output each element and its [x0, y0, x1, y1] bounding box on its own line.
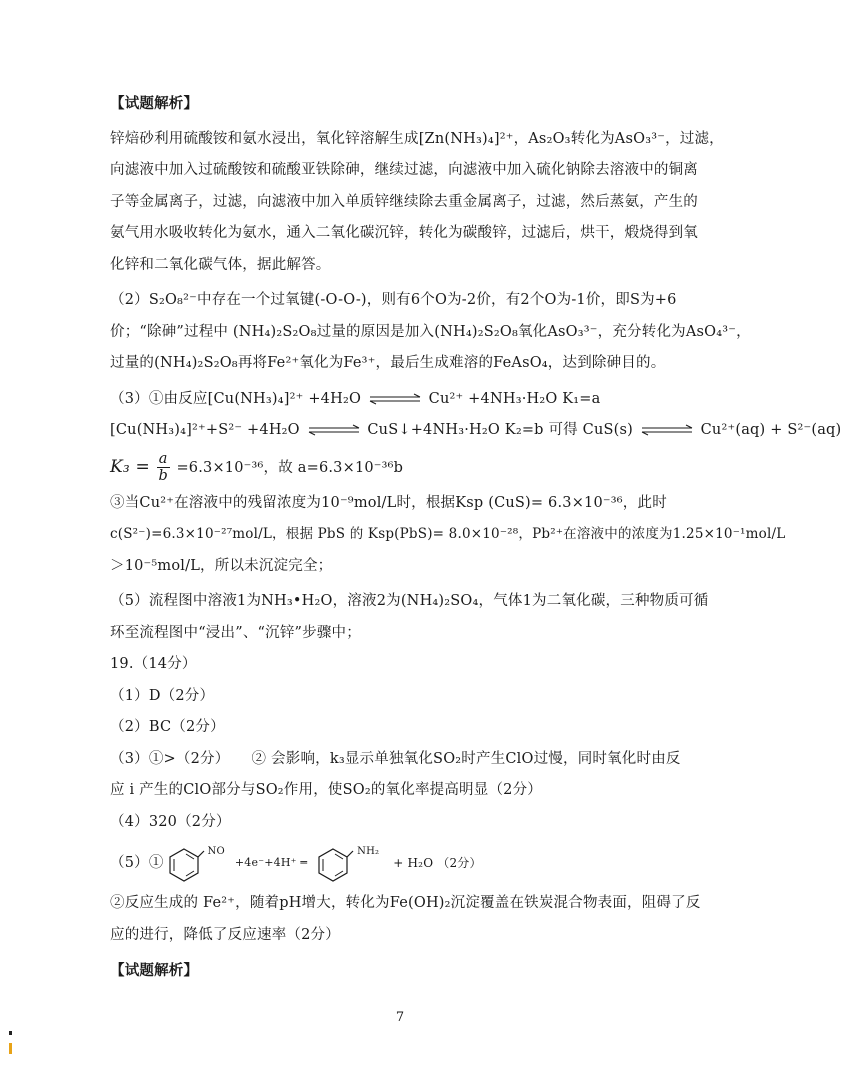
- answer-line: （1）D（2分）: [110, 687, 215, 704]
- document-body: [110, 88, 841, 987]
- amino-group: NH₂: [357, 846, 380, 857]
- answer-label: （5）①: [110, 855, 164, 871]
- text-line: 锌焙砂利用硫酸铵和氨水浸出，氧化锌溶解生成[Zn(NH₃)₄]²⁺，As₂O₃转化为AsO₃³⁻，过滤，: [110, 130, 724, 147]
- answer-line: ②反应生成的 Fe²⁺，随着pH增大，转化为Fe(OH)₂沉淀覆盖在铁炭混合物表面，阻碍了反: [110, 895, 701, 911]
- k3-symbol: K₃ =: [110, 456, 150, 477]
- equilibrium-arrow-icon: [307, 425, 361, 435]
- equation-right: Cu²⁺(aq) + S²⁻(aq): [700, 422, 841, 438]
- text-line: 化锌和二氧化碳气体，据此解答。: [110, 256, 331, 273]
- text-line: 向滤液中加入过硫酸铵和硫酸亚铁除砷，继续过滤，向滤液中加入硫化钠除去溶液中的铜离: [110, 162, 698, 178]
- equation-line: [110, 415, 841, 447]
- equation-left: [Cu(NH₃)₄]²⁺+S²⁻ +4H₂O: [110, 422, 300, 438]
- answer-line: （2）BC（2分）: [110, 719, 225, 735]
- answer-line: 应 i 产生的ClO部分与SO₂作用，使SO₂的氧化率提高明显（2分）: [110, 782, 542, 798]
- equation-line: [110, 447, 700, 488]
- reaction-end: + H₂O （2分）: [393, 856, 482, 870]
- text-line: （5）流程图中溶液1为NH₃•H₂O，溶液2为(NH₄)₂SO₄，气体1为二氧化碳，三种物质可循: [110, 593, 709, 609]
- equation-line: [110, 384, 700, 416]
- equation-result: =6.3×10⁻³⁶，故 a=6.3×10⁻³⁶b: [176, 459, 404, 476]
- fraction-numerator: a: [158, 451, 168, 467]
- text-line: 子等金属离子，过滤，向滤液中加入单质锌继续除去重金属离子，过滤，然后蒸氨，产生的: [110, 193, 698, 210]
- equilibrium-arrow-icon: [368, 394, 422, 404]
- reaction-equation: [110, 838, 700, 888]
- section-heading: 【试题解析】: [110, 962, 199, 979]
- equation-left: （3）①由反应[Cu(NH₃)₄]²⁺ +4H₂O: [110, 390, 362, 407]
- text-line: ③当Cu²⁺在溶液中的残留浓度为10⁻⁹mol/L时，根据Ksp (CuS)= 6.3×10⁻³⁶，此时: [110, 494, 667, 511]
- equation-middle: CuS↓+4NH₃·H₂O K₂=b 可得 CuS(s): [367, 422, 634, 438]
- page-number: 7: [395, 1010, 405, 1025]
- answer-line: （4）320（2分）: [110, 813, 231, 830]
- question-number: 19.（14分）: [110, 656, 197, 672]
- nitroso-group: NO: [207, 846, 225, 857]
- text-line: 环至流程图中“浸出”、“沉锌”步骤中；: [110, 624, 361, 641]
- text-line: ＞10⁻⁵mol/L，所以未沉淀完全；: [110, 557, 333, 574]
- fraction-denominator: b: [158, 468, 168, 484]
- text-line: 价；“除砷”过程中 (NH₄)₂S₂O₈过量的原因是加入(NH₄)₂S₂O₈氧化AsO₃³⁻，充分转化为AsO₄³⁻，: [110, 323, 751, 340]
- equation-right: Cu²⁺ +4NH₃·H₂O K₁=a: [428, 390, 601, 407]
- equilibrium-arrow-icon: [640, 425, 694, 435]
- text-line: c(S²⁻)=6.3×10⁻²⁷mol/L，根据 PbS 的 Ksp(PbS)= 8.0×10⁻²⁸，Pb²⁺在溶液中的浓度为1.25×10⁻¹mol/L: [110, 526, 786, 542]
- text-line: 氨气用水吸收转化为氨水，通入二氧化碳沉锌，转化为碳酸锌，过滤后，烘干，煅烧得到氧: [110, 225, 698, 241]
- edge-mark: [9, 1031, 12, 1035]
- edge-mark-highlight: [9, 1043, 12, 1054]
- answer-line: （3）①>（2分） ② 会影响，k₃显示单独氧化SO₂时产生ClO过慢，同时氧化时由反: [110, 750, 681, 767]
- answer-line: 应的进行，降低了反应速率（2分）: [110, 926, 340, 943]
- fraction: [157, 451, 170, 484]
- text-line: 过量的(NH₄)₂S₂O₈再将Fe²⁺氧化为Fe³⁺，最后生成难溶的FeAsO₄，达到除砷目的。: [110, 355, 666, 371]
- reaction-middle: +4e⁻+4H⁺ ═: [234, 856, 308, 869]
- section-heading: 【试题解析】: [110, 95, 199, 112]
- text-line: （2）S₂O₈²⁻中存在一个过氧键(-O-O-)，则有6个O为-2价，有2个O为-1价，即S为+6: [110, 292, 677, 308]
